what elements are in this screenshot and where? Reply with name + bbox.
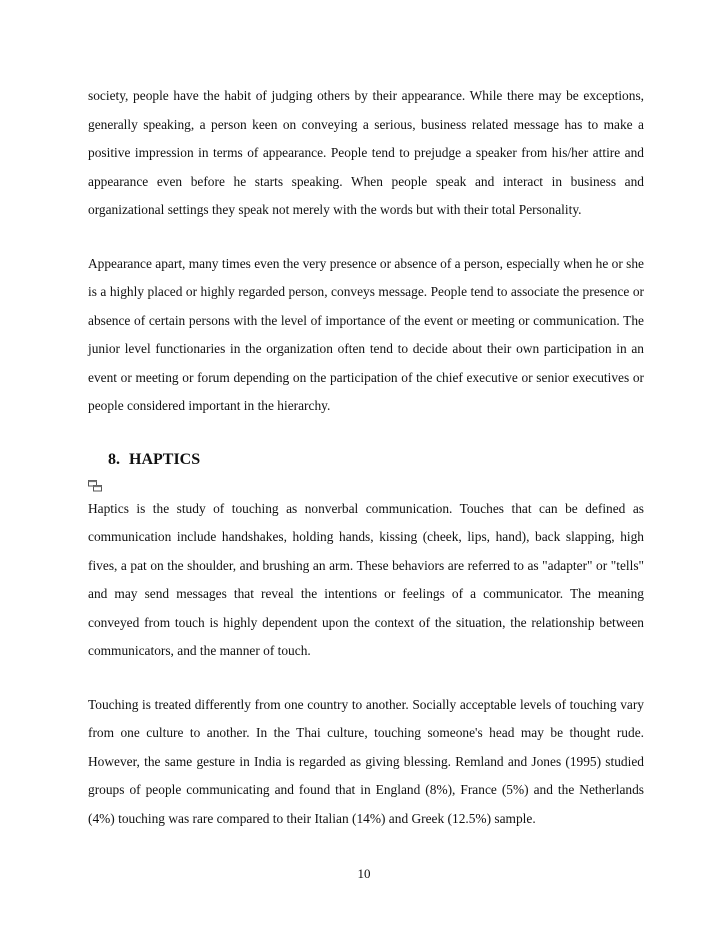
paragraph-appearance-judgement: society, people have the habit of judging others by their appearance. While there may be exceptions, generally speaking, a person keen on conveying a serious, business related message has to make a positive impression in terms of appearance. People tend to prejudge a speaker from his/her attire and appearance even before he starts speaking. When people speak and interact in business and organizational settings they speak not merely with the words but with their total Personality. — [88, 88, 644, 217]
paragraph-touching-cultures: Touching is treated differently from one country to another. Socially acceptable levels of touching vary from one culture to another. In the Thai culture, touching someone's head may be thought rude. However, the same gesture in India is regarded as giving blessing. Remland and Jones (1995) studied groups of people communicating and found that in England (8%), France (5%) and the Netherlands (4%) touching was rare compared to their Italian (14%) and Greek (12.5%) sample. — [88, 696, 644, 826]
section-marker — [88, 479, 644, 495]
paragraph-gap — [88, 421, 644, 446]
section-title: HAPTICS — [129, 450, 201, 468]
linked-windows-icon — [88, 480, 102, 492]
document-page — [88, 82, 644, 833]
paragraph-gap — [88, 666, 644, 691]
paragraph-presence-absence: Appearance apart, many times even the very presence or absence of a person, especially when he or she is a highly placed or highly regarded person, conveys message. People tend to associate the presence or absence of certain persons with the level of importance of the event or meeting or communication. The junior level functionaries in the organization often tend to decide about their own participation in an event or meeting or forum depending on the participation of the chief executive or senior executives or people considered important in the hierarchy. — [88, 255, 644, 413]
section-heading — [88, 446, 644, 479]
page-number: 10 — [357, 866, 371, 881]
section-number: 8. — [108, 450, 120, 468]
paragraph-haptics-definition: Haptics is the study of touching as nonverbal communication. Touches that can be defined as communication include handshakes, holding hands, kissing (cheek, lips, hand), back slapping, high fives, a pat on the shoulder, and brushing an arm. These behaviors are referred to as "adapter" or "tells" and may send messages that reveal the intentions or feelings of a communicator. The meaning conveyed from touch is highly dependent upon the context of the situation, the relationship between communicators, and the manner of touch. — [88, 500, 644, 658]
paragraph-gap — [88, 225, 644, 250]
